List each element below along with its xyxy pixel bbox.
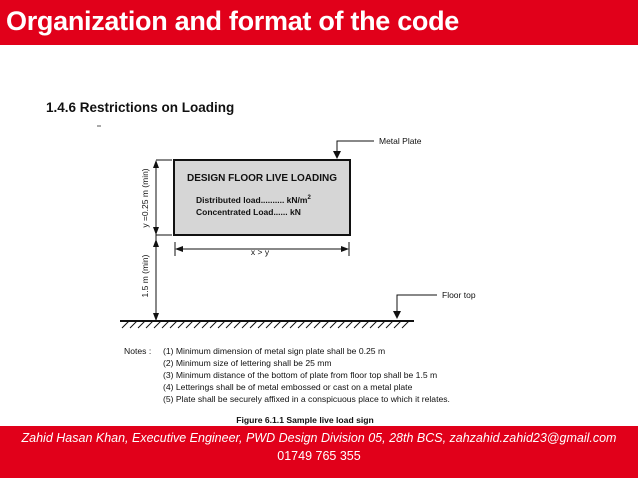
clearance-arrow-top [153,239,159,247]
sign-title: DESIGN FLOOR LIVE LOADING [186,173,338,184]
clearance-arrow-bottom [153,313,159,321]
phone-number: 01749 765 355 [277,449,361,463]
concentrated-load-label: Concentrated Load...... kN [196,207,301,217]
note-1: (1) Minimum dimension of metal sign plate shall be 0.25 m [163,346,386,356]
metal-plate-leader [337,141,374,158]
metal-plate-label: Metal Plate [379,136,422,146]
floor-top-leader [397,295,437,318]
figure-caption: Figure 6.1.1 Sample live load sign [236,415,374,425]
note-2: (2) Minimum size of lettering shall be 25 mm [163,358,332,368]
width-label: x > y [250,247,270,257]
distributed-load-label: Distributed load.......... $kN/m^2$ [196,195,311,205]
author-credit: Zahid Hasan Khan, Executive Engineer, PWD Design Division 05, 28th BCS, zahzahid.zahid23@gmail.com [21,431,617,445]
notes-label: Notes : [124,346,152,356]
note-5: (5) Plate shall be securely affixed in a conspicuous place to which it relates. [163,394,450,404]
slide-title: Organization and format of the code [6,6,460,36]
width-arrow-right [341,246,349,252]
height-arrow-bottom [153,227,159,235]
width-arrow-left [175,246,183,252]
height-label: y =0.25 m (min) [140,168,150,228]
floor-hatching [122,321,409,328]
note-4: (4) Letterings shall be of metal embossed or cast on a metal plate [163,382,413,392]
section-heading: 1.4.6 Restrictions on Loading [46,100,235,115]
note-3: (3) Minimum distance of the bottom of plate from floor top shall be 1.5 m [163,370,438,380]
floor-top-label: Floor top [442,290,476,300]
clearance-label: 1.5 m (min) [140,254,150,298]
height-arrow-top [153,160,159,168]
footer-bar [0,426,638,478]
